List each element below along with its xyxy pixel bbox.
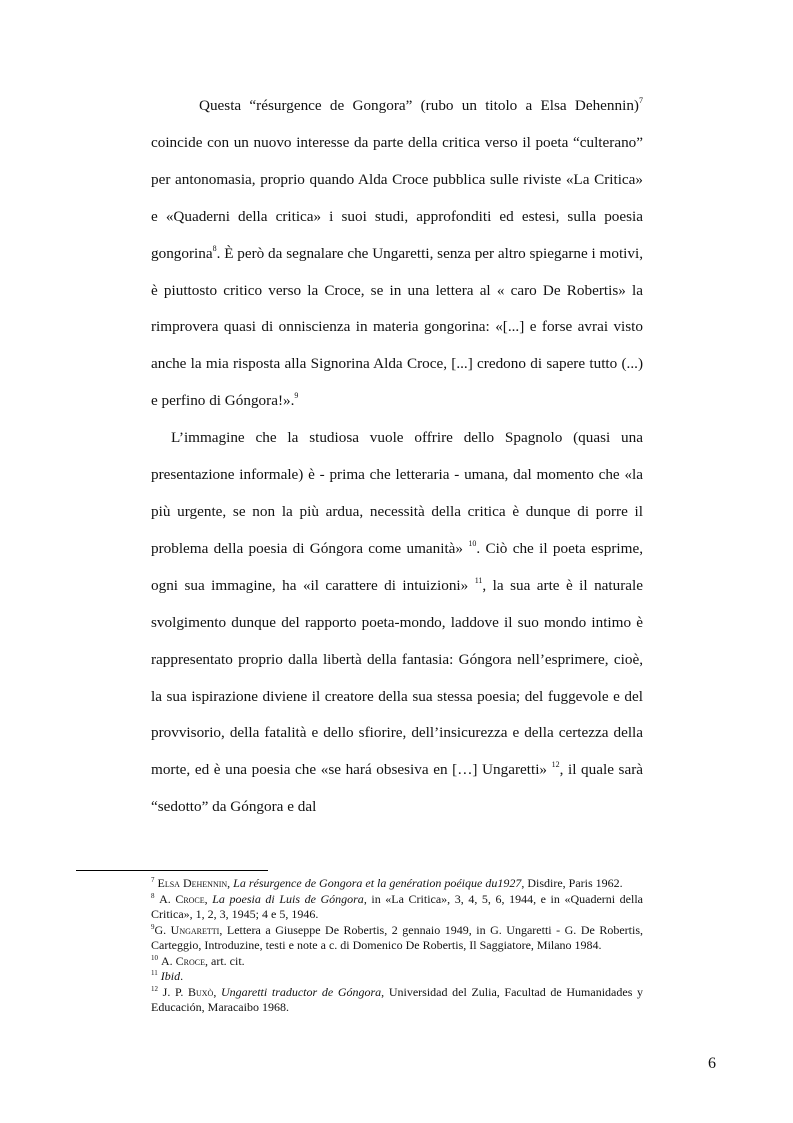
footnote-rest: , Universidad del Zulia, Facultad de Humanidades y Educación, Maracaibo 1968. bbox=[151, 984, 644, 1014]
note-ref-8: 8 bbox=[212, 243, 217, 253]
note-ref-7: 7 bbox=[639, 96, 643, 105]
paragraph-2 bbox=[151, 420, 643, 826]
paragraph-1-text-b: coincide con un nuovo interesse da parte della critica verso il poeta “culterano” per antonomasia, proprio quando Alda Croce pubblica sulle riviste «La Critica» e «Quaderni della critica» i suoi studi, approfonditi ed estesi, sulla poesia gongorina bbox=[151, 133, 643, 262]
footnote-number: 10 bbox=[151, 953, 158, 962]
paragraph-2-text-c: , la sua arte è il naturale svolgimento dunque del rapporto poeta-mondo, laddove il suo mondo intimo è rappresentato proprio dalla libertà della fantasia: Góngora nell’esprimere, cioè, la sua ispirazione diviene il creatore della sua stessa poesia; del fuggevole e del provvisorio, della fatalità e dello sfiorire, dell’insicurezza e della certezza della morte, ed è una poesia che «se hará obsesiva en […] Ungaretti» bbox=[151, 576, 643, 779]
paragraph-2-text-a: L’immagine che la studiosa vuole offrire dello Spagnolo (quasi una presentazione informale) è - prima che letteraria - umana, dal momento che «la più urgente, se non la più ardua, necessità della critica è dunque di porre il problema della poesia di Góngora come umanità» bbox=[151, 429, 643, 557]
footnote-title: La résurgence de Gongora et la genération poéique du1927 bbox=[233, 876, 522, 890]
footnote-11 bbox=[151, 969, 643, 985]
footnote-8: $^8$ A. Croce, La poesia di Luis de Góngora, in «La Critica», 3, 4, 5, 6, 1944, e in «Quaderni della Critica», 1, 2, 3, 1945; 4 e 5, 1946. bbox=[151, 891, 643, 921]
footnote-author: Elsa Dehennin bbox=[157, 876, 228, 890]
footnotes bbox=[151, 876, 643, 1016]
footnote-author: A. Croce bbox=[161, 953, 206, 968]
paragraph-1-text-c: . È però da segnalare che Ungaretti, senza per altro spiegarne i motivi, è piuttosto critico verso la Croce, se in una lettera al « caro De Robertis» la rimprovera quasi di onniscienza in materia gongorina: «[...] e forse avrai visto anche la mia risposta alla Signorina Alda Croce, [...] credono di sapere tutto (...) e perfino di Góngora!». bbox=[151, 244, 643, 410]
footnote-rest: , Disdire, Paris 1962. bbox=[521, 876, 623, 890]
footnote-title: Ungaretti traductor de Góngora bbox=[220, 984, 382, 999]
paragraph-1-text-a: Questa “résurgence de Gongora” (rubo un titolo a Elsa Dehennin) bbox=[199, 97, 639, 114]
footnote-number: 12 bbox=[151, 984, 158, 993]
main-text bbox=[151, 88, 643, 826]
note-ref-12: 12 bbox=[551, 760, 560, 770]
footnote-rest: , art. cit. bbox=[205, 953, 245, 968]
paragraph-2-text-d: , il quale sarà “sedotto” da Góngora e dal bbox=[151, 761, 643, 816]
footnote-separator bbox=[76, 870, 268, 871]
footnote-author: J. P. Buxò bbox=[162, 984, 214, 999]
note-ref-9: 9 bbox=[294, 391, 299, 401]
footnote-rest: . bbox=[180, 969, 184, 983]
note-ref-10: 10 bbox=[468, 538, 477, 548]
footnote-10 bbox=[151, 954, 643, 970]
footnote-rest: , in «La Critica», 3, 4, 5, 6, 1944, e in «Quaderni della Critica», 1, 2, 3, 1945; 4 e 5, 1946. bbox=[151, 891, 643, 921]
footnote-12: $^{12}$ J. P. Buxò, Ungaretti traductor de Góngora, Universidad del Zulia, Facultad de Humanidades y Educación, Maracaibo 1968. bbox=[151, 984, 644, 1014]
page-number: 6 bbox=[708, 1055, 716, 1072]
footnote-number: 9 bbox=[151, 922, 155, 931]
footnote-9 bbox=[151, 923, 643, 954]
footnote-7: $^7$ Elsa Dehennin, La résurgence de Gongora et la genération poéique du1927, Disdire, Paris 1962. bbox=[151, 876, 623, 890]
footnote-title: Ibid bbox=[160, 969, 181, 983]
footnote-number: 8 bbox=[151, 891, 155, 900]
footnote-number: 7 bbox=[151, 876, 155, 884]
note-ref-11: 11 bbox=[474, 575, 483, 585]
footnote-rest: , Lettera a Giuseppe De Robertis, 2 gennaio 1949, in G. Ungaretti - G. De Robertis, Carteggio, Introduzine, testi e note a c. di Domenico De Robertis, Il Saggiatore, Milano 1984. bbox=[151, 922, 643, 952]
paragraph-2-text-b: . Ciò che il poeta esprime, ogni sua immagine, ha «il carattere di intuizioni» bbox=[151, 539, 643, 594]
footnote-author: A. Croce bbox=[159, 891, 205, 906]
footnote-number: 11 bbox=[151, 969, 158, 977]
paragraph-1 bbox=[151, 88, 643, 420]
footnote-title: La poesia di Luis de Góngora bbox=[212, 891, 364, 906]
footnote-author: G. Ungaretti bbox=[154, 922, 220, 937]
